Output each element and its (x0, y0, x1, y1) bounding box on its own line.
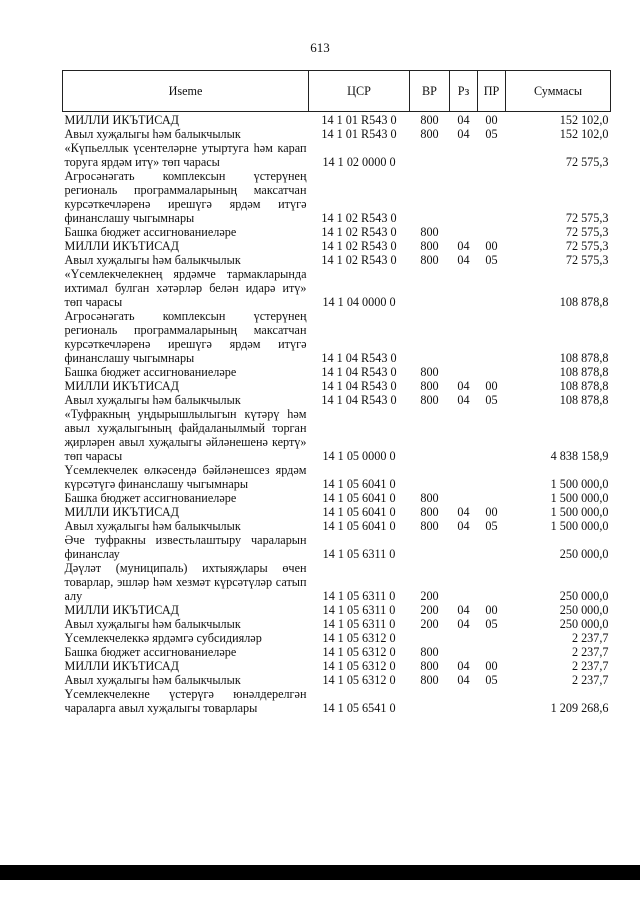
cell-vr: 200 (420, 617, 439, 631)
cell-rz: 04 (457, 113, 470, 127)
cell-rz (450, 365, 478, 379)
cell-pr (478, 463, 506, 491)
cell-sum: 152 102,0 (559, 127, 609, 141)
cell-vr: 800 (420, 113, 439, 127)
table-row (63, 267, 611, 309)
table-row (63, 617, 611, 631)
cell-pr (478, 687, 506, 715)
table-row (63, 309, 611, 365)
table-row (63, 365, 611, 379)
cell-rz: 04 (457, 505, 470, 519)
table-body (63, 112, 611, 716)
cell-name: МИЛЛИ ИКЪТИСАД (64, 239, 179, 253)
cell-csr: 14 1 05 6041 0 (322, 505, 396, 519)
cell-rz: 04 (457, 239, 470, 253)
cell-vr: 800 (420, 379, 439, 393)
column-header-name: Иseme (63, 71, 309, 112)
cell-pr (478, 309, 506, 365)
cell-rz (450, 169, 478, 225)
cell-vr (410, 463, 450, 491)
column-header-sum: Суммасы (506, 71, 611, 112)
cell-csr: 14 1 05 6312 0 (322, 673, 396, 687)
cell-pr (478, 267, 506, 309)
cell-name: Дәүләт (муниципаль) ихтыяҗлары өчен товарлар, эшләр һәм хезмәт күрсәтүләр сатып алу (64, 561, 307, 603)
cell-csr: 14 1 05 6312 0 (322, 645, 396, 659)
cell-pr (478, 533, 506, 561)
column-header-rz: Рз (450, 71, 478, 112)
cell-sum: 108 878,8 (559, 379, 609, 393)
cell-name: Авыл хуҗалыгы һәм балыкчылык (64, 393, 241, 407)
cell-pr: 05 (485, 127, 498, 141)
cell-rz: 04 (457, 673, 470, 687)
cell-name: Агросәнәгать комплексын үстерүнең региональ программаларының максатчан курсәткечләренә ирешүгә ярдәм итүгә финанслашу чыгымнары (64, 309, 307, 365)
cell-rz (450, 225, 478, 239)
cell-vr: 200 (420, 589, 439, 603)
table-row (63, 112, 611, 128)
cell-name: «Туфракның уңдырышлылыгын күтәрү һәм авыл хуҗалыгының файдаланылмый торган җирләрен авыл хуҗалыгы әйләнешенә кертү» төп чарасы (64, 407, 307, 463)
table-row (63, 603, 611, 617)
cell-pr (478, 645, 506, 659)
cell-sum: 1 500 000,0 (550, 491, 609, 505)
cell-sum: 152 102,0 (559, 113, 609, 127)
cell-name: Башка бюджет ассигнованиеләре (64, 645, 237, 659)
cell-sum: 1 500 000,0 (550, 519, 609, 533)
cell-csr: 14 1 05 6041 0 (322, 519, 396, 533)
cell-sum: 108 878,8 (559, 393, 609, 407)
cell-name: «Күпьеллык үсентеләрне утыртуга һәм карап торуга ярдәм итү» төп чарасы (64, 141, 307, 169)
cell-name: Әче туфракны известьлаштыру чараларын финанслау (64, 533, 307, 561)
cell-sum: 250 000,0 (559, 589, 609, 603)
page-number: 613 (310, 40, 330, 55)
table-row (63, 169, 611, 225)
table-row (63, 645, 611, 659)
cell-rz (450, 561, 478, 603)
cell-csr: 14 1 05 6041 0 (322, 491, 396, 505)
cell-rz: 04 (457, 379, 470, 393)
cell-vr: 800 (420, 673, 439, 687)
cell-pr: 00 (485, 603, 498, 617)
cell-vr (410, 533, 450, 561)
cell-name: Үсемлекчелеккә ярдәмгә субсидияләр (64, 631, 262, 645)
cell-sum: 108 878,8 (559, 365, 609, 379)
cell-csr: 14 1 05 6312 0 (322, 631, 396, 645)
cell-csr: 14 1 04 R543 0 (321, 365, 397, 379)
cell-sum: 1 209 268,6 (550, 701, 609, 715)
cell-pr: 00 (485, 239, 498, 253)
cell-rz: 04 (457, 127, 470, 141)
cell-sum: 72 575,3 (565, 155, 609, 169)
cell-sum: 250 000,0 (559, 547, 609, 561)
cell-csr: 14 1 05 6311 0 (322, 547, 396, 561)
table-row (63, 463, 611, 491)
cell-csr: 14 1 04 R543 0 (321, 379, 397, 393)
cell-pr: 00 (485, 505, 498, 519)
cell-sum: 4 838 158,9 (550, 449, 609, 463)
cell-pr: 05 (485, 393, 498, 407)
table-row (63, 407, 611, 463)
cell-pr: 00 (485, 659, 498, 673)
cell-rz (450, 645, 478, 659)
cell-rz (450, 491, 478, 505)
cell-sum: 2 237,7 (571, 673, 609, 687)
cell-vr (410, 169, 450, 225)
table-row (63, 141, 611, 169)
cell-name: МИЛЛИ ИКЪТИСАД (64, 505, 179, 519)
cell-name: Үсемлекчелек өлкәсендә бәйләнешсез ярдәм күрсәтүгә финанслашу чыгымнары (64, 463, 307, 491)
cell-sum: 108 878,8 (559, 351, 609, 365)
table-row (63, 631, 611, 645)
table-header-row (63, 71, 611, 112)
cell-name: МИЛЛИ ИКЪТИСАД (64, 379, 179, 393)
cell-csr: 14 1 02 R543 0 (321, 253, 397, 267)
cell-sum: 1 500 000,0 (550, 477, 609, 491)
table-row (63, 127, 611, 141)
cell-rz: 04 (457, 659, 470, 673)
cell-csr: 14 1 05 6311 0 (322, 603, 396, 617)
cell-pr: 00 (485, 379, 498, 393)
cell-rz (450, 687, 478, 715)
cell-sum: 2 237,7 (571, 659, 609, 673)
cell-rz (450, 463, 478, 491)
cell-csr: 14 1 01 R543 0 (321, 127, 397, 141)
table-row (63, 533, 611, 561)
cell-pr: 05 (485, 673, 498, 687)
table-row (63, 687, 611, 715)
table-row (63, 491, 611, 505)
cell-rz (450, 631, 478, 645)
table-row (63, 673, 611, 687)
cell-sum: 72 575,3 (565, 211, 609, 225)
cell-sum: 2 237,7 (571, 631, 609, 645)
cell-vr: 800 (420, 659, 439, 673)
cell-rz: 04 (457, 253, 470, 267)
cell-name: Үсемлекчелекне үстерүгә юнәлдерелгән чараларга авыл хуҗалыгы товарлары (64, 687, 307, 715)
cell-name: МИЛЛИ ИКЪТИСАД (64, 113, 179, 127)
cell-vr (410, 267, 450, 309)
cell-csr: 14 1 05 6041 0 (322, 477, 396, 491)
cell-sum: 1 500 000,0 (550, 505, 609, 519)
cell-vr (410, 407, 450, 463)
cell-csr: 14 1 04 0000 0 (322, 295, 396, 309)
column-header-vr: ВР (410, 71, 450, 112)
table-row (63, 239, 611, 253)
cell-csr: 14 1 04 R543 0 (321, 351, 397, 365)
cell-vr (410, 141, 450, 169)
cell-pr (478, 407, 506, 463)
cell-csr: 14 1 05 6541 0 (322, 701, 396, 715)
cell-name: Авыл хуҗалыгы һәм балыкчылык (64, 253, 241, 267)
cell-rz: 04 (457, 393, 470, 407)
cell-pr (478, 225, 506, 239)
cell-csr: 14 1 02 R543 0 (321, 225, 397, 239)
cell-vr: 800 (420, 645, 439, 659)
cell-pr: 00 (485, 113, 498, 127)
table-row (63, 379, 611, 393)
cell-vr: 800 (420, 239, 439, 253)
cell-csr: 14 1 05 6311 0 (322, 617, 396, 631)
cell-csr: 14 1 05 6311 0 (322, 589, 396, 603)
cell-name: МИЛЛИ ИКЪТИСАД (64, 659, 179, 673)
cell-vr (410, 631, 450, 645)
cell-pr (478, 561, 506, 603)
cell-rz: 04 (457, 617, 470, 631)
cell-name: Башка бюджет ассигнованиеләре (64, 365, 237, 379)
cell-sum: 108 878,8 (559, 295, 609, 309)
cell-sum: 250 000,0 (559, 617, 609, 631)
cell-vr: 200 (420, 603, 439, 617)
column-header-pr: ПР (478, 71, 506, 112)
cell-name: Авыл хуҗалыгы һәм балыкчылык (64, 617, 241, 631)
table-row (63, 225, 611, 239)
cell-csr: 14 1 01 R543 0 (321, 113, 397, 127)
cell-pr (478, 169, 506, 225)
cell-name: МИЛЛИ ИКЪТИСАД (64, 603, 179, 617)
cell-rz: 04 (457, 519, 470, 533)
cell-rz (450, 407, 478, 463)
cell-pr (478, 141, 506, 169)
cell-csr: 14 1 05 6312 0 (322, 659, 396, 673)
cell-vr (410, 309, 450, 365)
cell-csr: 14 1 02 R543 0 (321, 239, 397, 253)
cell-csr: 14 1 04 R543 0 (321, 393, 397, 407)
cell-vr: 800 (420, 365, 439, 379)
table-row (63, 561, 611, 603)
cell-rz (450, 267, 478, 309)
cell-rz (450, 141, 478, 169)
table-row (63, 393, 611, 407)
cell-vr: 800 (420, 491, 439, 505)
cell-pr: 05 (485, 253, 498, 267)
cell-vr: 800 (420, 127, 439, 141)
cell-csr: 14 1 02 R543 0 (321, 211, 397, 225)
cell-vr: 800 (420, 225, 439, 239)
cell-pr (478, 631, 506, 645)
cell-pr: 05 (485, 617, 498, 631)
table-row (63, 659, 611, 673)
cell-rz (450, 533, 478, 561)
cell-sum: 72 575,3 (565, 239, 609, 253)
table-row (63, 519, 611, 533)
cell-name: «Үсемлекчелекнең ярдәмче тармакларында ихтимал булган хәтәрләр белән идарә итү» төп чарасы (64, 267, 307, 309)
cell-csr: 14 1 05 0000 0 (322, 449, 396, 463)
cell-sum: 72 575,3 (565, 225, 609, 239)
cell-vr: 800 (420, 505, 439, 519)
cell-vr: 800 (420, 253, 439, 267)
table-row (63, 505, 611, 519)
cell-name: Башка бюджет ассигнованиеләре (64, 491, 237, 505)
cell-sum: 72 575,3 (565, 253, 609, 267)
cell-pr (478, 365, 506, 379)
table-row (63, 253, 611, 267)
cell-pr (478, 491, 506, 505)
cell-rz: 04 (457, 603, 470, 617)
cell-vr: 800 (420, 393, 439, 407)
scan-border-bar (0, 865, 640, 880)
cell-name: Башка бюджет ассигнованиеләре (64, 225, 237, 239)
cell-name: Агросәнәгать комплексын үстерүнең региональ программаларының максатчан курсәткечләренә ирешүгә ярдәм итүгә финанслашу чыгымнары (64, 169, 307, 225)
cell-vr (410, 687, 450, 715)
cell-csr: 14 1 02 0000 0 (322, 155, 396, 169)
cell-name: Авыл хуҗалыгы һәм балыкчылык (64, 127, 241, 141)
cell-pr: 05 (485, 519, 498, 533)
cell-vr: 800 (420, 519, 439, 533)
cell-sum: 250 000,0 (559, 603, 609, 617)
cell-name: Авыл хуҗалыгы һәм балыкчылык (64, 673, 241, 687)
column-header-csr: ЦСР (309, 71, 410, 112)
cell-rz (450, 309, 478, 365)
cell-name: Авыл хуҗалыгы һәм балыкчылык (64, 519, 241, 533)
cell-sum: 2 237,7 (571, 645, 609, 659)
budget-table (62, 70, 611, 715)
